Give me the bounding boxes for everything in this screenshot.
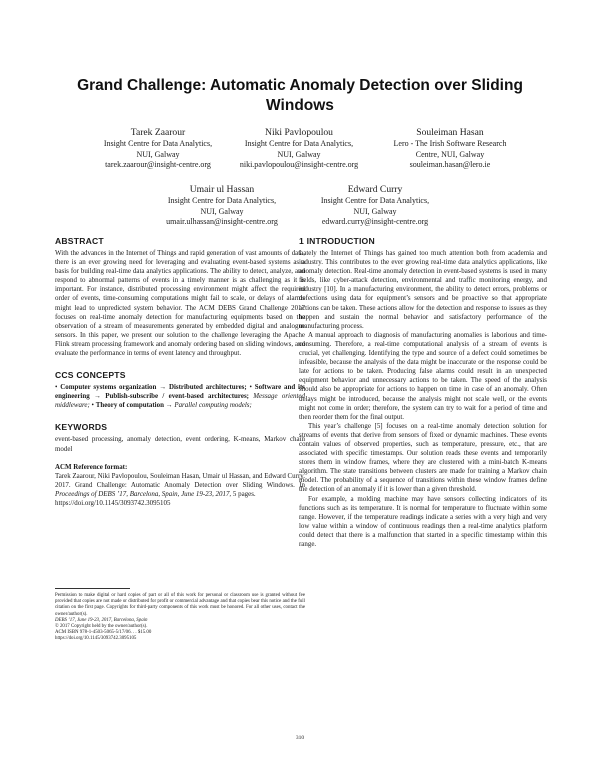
abstract-heading: ABSTRACT xyxy=(55,236,104,246)
permission-venue: DEBS ’17, June 19-23, 2017, Barcelona, Spain xyxy=(55,617,148,623)
author-block xyxy=(152,184,292,228)
reference-authors: Tarek Zaarour, Niki Pavlopoulou, Souleiman Hasan, Umair ul Hassan, and Edward Curry. 2017. Grand Challenge: Automatic Anomaly Detection over Sliding Windows. In xyxy=(55,471,306,489)
permission-copyright: © 2017 Copyright held by the owner/author(s). xyxy=(55,624,148,630)
ccs-term: Theory of computation xyxy=(95,401,164,410)
footnote-divider xyxy=(55,588,130,589)
paper-title: Grand Challenge: Automatic Anomaly Detection over Sliding Windows xyxy=(77,77,523,114)
author-affiliation: NUI, Galway xyxy=(200,206,244,216)
arrow-symbol: → xyxy=(159,383,167,392)
bullet-symbol: • xyxy=(91,401,94,410)
author-email: niki.pavlopoulou@insight-centre.org xyxy=(239,160,359,170)
author-affiliation: NUI, Galway xyxy=(277,149,321,159)
introduction-heading: 1 INTRODUCTION xyxy=(299,236,375,246)
bullet-symbol: • xyxy=(55,383,58,392)
arrow-symbol: → xyxy=(94,392,101,401)
author-block xyxy=(92,127,224,171)
arrow-symbol: → xyxy=(165,401,173,410)
keywords-text: event-based processing, anomaly detection, event ordering, K-means, Markov chain model xyxy=(55,435,305,453)
author-block xyxy=(305,184,445,228)
reference-text xyxy=(55,472,305,508)
left-column xyxy=(55,236,305,508)
intro-paragraph: This year’s challenge [5] focuses on a real-time anomaly detection solution for streams of events that derive from sensors of fixed or dynamic machines. These events contain values of observed properties, such as temperature, pressure, etc., that are associated with specific timestamps. Our solution reads these events and temporarily stores them in window frames, where they are clustered with a mini-batch K-means algorithm. The state transitions between clusters are made for training a Markov chain model. The probability of a sequence of transitions within these window frames define the detection of an anomaly if it is lower than a given threshold. xyxy=(299,421,547,494)
author-name: Edward Curry xyxy=(347,184,403,195)
author-affiliation: NUI, Galway xyxy=(353,206,397,216)
intro-paragraph: Lately the Internet of Things has gained too much attention both from academia and industry. This contributes to the ever growing real-time data analytics applications, like anomaly detection. Real-time anomaly detection in event-based systems is used in many fields, like cyber-attack detection, environmental and traffic monitoring energy, and industry [10]. In a manufacturing environment, the ability to detect errors, problems or defections using data for equipment’s sensors and be proactive so that appropriate actions can be taken. These actions allow for the detection and response to issues as they happen and sustain the normal behavior and satisfactory performance of the manufacturing process. xyxy=(299,249,547,330)
ccs-heading: CCS CONCEPTS xyxy=(55,370,126,381)
ccs-term: Distributed architectures; xyxy=(168,383,247,392)
page-number: 310 xyxy=(295,735,305,741)
reference-proceedings: Proceedings of DEBS ’17, Barcelona, Spain, June 19-23, 2017, xyxy=(55,489,232,498)
author-affiliation: Insight Centre for Data Analytics, xyxy=(103,139,213,148)
author-email: tarek.zaarour@insight-centre.org xyxy=(105,160,211,170)
ccs-concepts xyxy=(55,383,305,410)
permission-doi[interactable]: https://doi.org/10.1145/3093742.3095105 xyxy=(55,636,137,642)
author-email: souleiman.hasan@lero.ie xyxy=(409,160,491,170)
reference-heading: ACM Reference format: xyxy=(55,462,128,471)
intro-paragraph: A manual approach to diagnosis of manufacturing anomalies is laborious and time-consuming. Therefore, a real-time computational analysis of a stream of events is crucial, yet challenging. Identifying the type and source of a defect could sometimes be infeasible, because the analysis of the data might be inaccurate or the response could be late for actions to be taken. Producing false alarms could result in an unexpected equipment behavior and unnecessary actions to be taken. The speed of the analysis should also be appropriate for actions to happen on time in case of an anomaly. Often delays might be introduced, because the analysis might not scale well, or the events might not come in order; therefore, the system can try to wait for a period of time and then reorder them for the final output. xyxy=(299,330,547,421)
ccs-term: Parallel computing models; xyxy=(174,401,252,410)
permission-block xyxy=(55,593,305,643)
author-affiliation: Centre, NUI, Galway xyxy=(415,149,485,159)
permission-text: Permission to make digital or hard copies of part or all of this work for personal or classroom use is granted without fee provided that copies are not made or distributed for profit or commercial advantage and that copies bear this notice and the full citation on the first page. Copyrights for third-party components of this work must be honored. For all other uses, contact the owner/author(s). xyxy=(55,593,305,617)
intro-paragraph: For example, a molding machine may have sensors collecting indicators of its functions such as its temperature. It is normal for temperature to fluctuate within some range. However, if the temperature readings indicate a series with a very high and very low value within a window of continuous readings then a real-time analytics platform could detect that there is a malfunction that started in a specific timestamp within this range. xyxy=(299,494,547,548)
bullet-symbol: • xyxy=(249,383,252,392)
reference-doi[interactable]: https://doi.org/10.1145/3093742.3095105 xyxy=(55,498,171,507)
permission-isbn: ACM ISBN 978-1-4503-5065-5/17/06. . . $15.00 xyxy=(55,630,152,636)
author-affiliation: NUI, Galway xyxy=(136,149,180,159)
keywords-heading: KEYWORDS xyxy=(55,422,108,433)
ccs-term: Computer systems organization xyxy=(60,383,157,392)
author-block xyxy=(226,127,372,171)
author-affiliation: Insight Centre for Data Analytics, xyxy=(320,196,430,205)
abstract-text: With the advances in the Internet of Things and rapid generation of vast amounts of data, there is an ever growing need for leveraging and evaluating event-based systems as a basis for building real-time data analytics applications. The ability to detect, analyze, and respond to abnormal patterns of events in a timely manner is as challenging as it is important. For instance, distributed processing environment might affect the required order of events, time-consuming computations might fail to scale, or delays of alarms might lead to unpredicted system behavior. The ACM DEBS Grand Challenge 2017 focuses on real-time anomaly detection for manufacturing equipments based on the observation of a stream of measurements generated by embedded digital and analogue sensors. In this paper, we present our solution to the challenge leveraging the Apache Flink stream processing framework and anomaly ordering based on sliding windows, and evaluate the performance in terms of event latency and throughput. xyxy=(55,249,305,358)
ccs-term: Message oriented middleware; xyxy=(55,392,305,410)
right-column xyxy=(299,236,547,549)
author-block xyxy=(380,127,520,171)
author-name: Souleiman Hasan xyxy=(416,127,484,138)
author-affiliation: Insight Centre for Data Analytics, xyxy=(167,196,277,205)
author-email: umair.ulhassan@insight-centre.org xyxy=(166,217,278,227)
author-name: Umair ul Hassan xyxy=(189,184,255,195)
author-affiliation: Insight Centre for Data Analytics, xyxy=(244,139,354,148)
ccs-term: Software and its engineering xyxy=(55,383,305,401)
author-name: Tarek Zaarour xyxy=(130,127,186,138)
ccs-term: Publish-subscribe / event-based architectures; xyxy=(105,392,249,401)
author-email: edward.curry@insight-centre.org xyxy=(321,217,429,227)
author-affiliation: Lero - The Irish Software Research xyxy=(393,139,507,148)
reference-pages: 5 pages. xyxy=(232,489,256,498)
author-name: Niki Pavlopoulou xyxy=(265,127,333,138)
